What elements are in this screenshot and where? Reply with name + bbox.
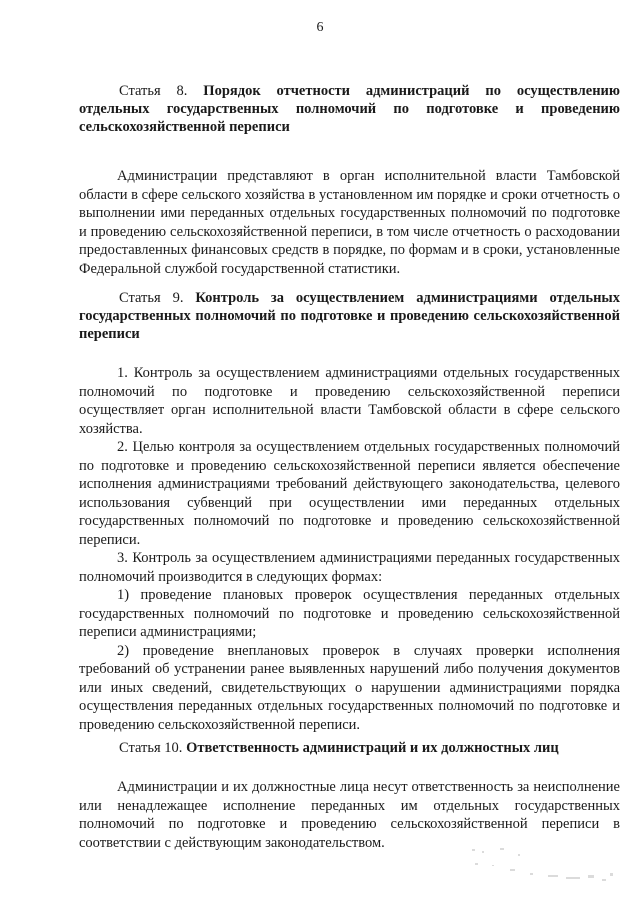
article-10 bbox=[79, 739, 620, 852]
article-label: Статья 8. bbox=[119, 83, 188, 99]
article-heading bbox=[79, 739, 620, 757]
article-paragraph: Администрации представляют в орган исполнительной власти Тамбовской области в сфере сельского хозяйства в установленном им порядке и сроки отчетность о выполнении ими переданных отдельных государственных полномочий по подготовке и проведению сельскохозяйственной переписи, в том числе отчетность о расходовании предоставленных финансовых средств в порядке, по формам и в сроки, установленные Федеральной службой государственной статистики. bbox=[79, 168, 620, 277]
scan-artifact bbox=[470, 845, 620, 895]
article-title: Контроль за осуществлением администрациями отдельных государственных полномочий по подготовке и проведению сельскохозяйственной переписи bbox=[79, 290, 620, 342]
article-label: Статья 9. bbox=[119, 290, 184, 306]
article-paragraph: 2. Целью контроля за осуществлением отдельных государственных полномочий по подготовке и проведению сельскохозяйственной переписи является обеспечение исполнения администрациями требований действующего законодательства, целевого использования субвенций при осуществлении ими переданных отдельных государственных полномочий по подготовке и проведению сельскохозяйственной переписи. bbox=[79, 439, 620, 548]
article-heading bbox=[79, 289, 620, 343]
article-9 bbox=[79, 289, 620, 734]
article-list-item: 1) проведение плановых проверок осуществления переданных отдельных государственных полномочий по подготовке и проведению сельскохозяйственной переписи администрациями; bbox=[79, 587, 620, 640]
article-paragraph: 1. Контроль за осуществлением администрациями отдельных государственных полномочий по подготовке и проведению сельскохозяйственной переписи осуществляет орган исполнительной власти Тамбовской области в сфере сельского хозяйства. bbox=[79, 365, 620, 437]
article-title: Ответственность администраций и их должностных лиц bbox=[186, 740, 559, 756]
page-number: 6 bbox=[316, 20, 324, 35]
article-label: Статья 10. bbox=[119, 740, 183, 756]
article-heading bbox=[79, 82, 620, 136]
article-list-item: 2) проведение внеплановых проверок в случаях проверки исполнения требований об устранении ранее выявленных нарушений либо получения документов или иных сведений, свидетельствующих о нарушении администрациями порядка осуществления переданных отдельных государственных полномочий по подготовке и проведению сельскохозяйственной переписи. bbox=[79, 642, 620, 733]
article-title: Порядок отчетности администраций по осуществлению отдельных государственных полномочий по подготовке и проведению сельскохозяйственной переписи bbox=[79, 83, 620, 135]
article-paragraph: 3. Контроль за осуществлением администрациями переданных государственных полномочий производится в следующих формах: bbox=[79, 550, 620, 585]
article-8 bbox=[79, 82, 620, 278]
article-paragraph: Администрации и их должностные лица несут ответственность за неисполнение или ненадлежащее исполнение переданных им отдельных государственных полномочий по подготовке и проведению сельскохозяйственной переписи в соответствии с действующим законодательством. bbox=[79, 779, 620, 851]
